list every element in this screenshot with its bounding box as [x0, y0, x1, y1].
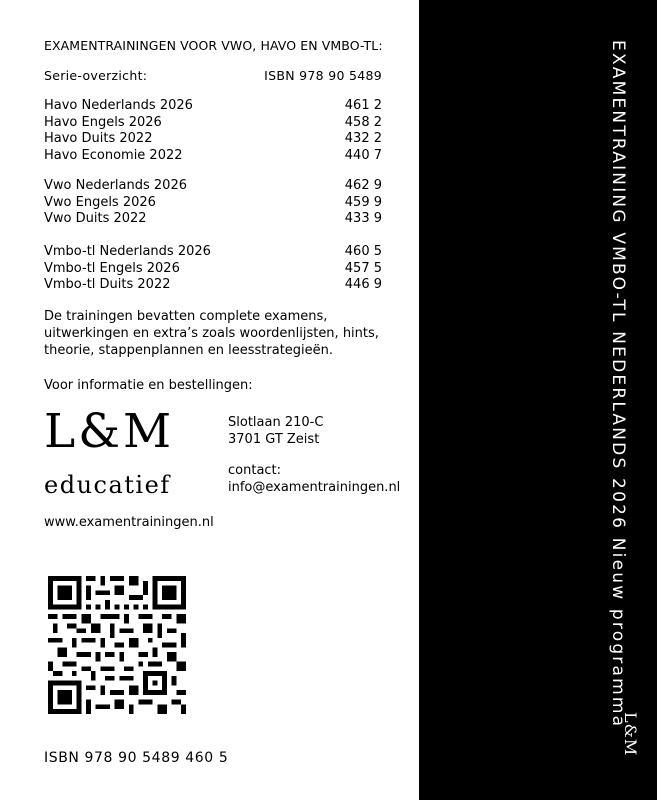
description-line: De trainingen bevatten complete examens, — [44, 309, 328, 324]
logo-lm: L&M — [44, 404, 175, 459]
book-title: Havo Duits 2022 — [44, 131, 153, 146]
isbn-code: 432 2 — [344, 131, 382, 146]
description — [44, 308, 384, 359]
series-overview-row — [44, 68, 382, 83]
vmbo-group — [44, 244, 382, 294]
isbn-code: 446 9 — [344, 277, 382, 292]
isbn-code: 458 2 — [344, 114, 382, 130]
contact-email[interactable]: info@examentrainingen.nl — [228, 480, 401, 495]
contact-label: contact: — [228, 463, 282, 478]
list-item — [44, 148, 382, 165]
isbn-code: 433 9 — [344, 211, 382, 226]
book-title: Vwo Duits 2022 — [44, 211, 147, 226]
book-title: Vmbo-tl Nederlands 2026 — [44, 244, 211, 259]
isbn-code: 462 9 — [344, 178, 382, 193]
address-street: Slotlaan 210-C — [228, 415, 324, 430]
spine-logo: L&M — [621, 712, 640, 757]
logo-educatief: educatief — [44, 471, 171, 499]
isbn-code: 459 9 — [344, 194, 382, 210]
vwo-group — [44, 178, 382, 228]
list-item — [44, 261, 382, 278]
list-item — [44, 178, 382, 195]
list-item — [44, 211, 382, 228]
series-heading: EXAMENTRAININGEN VOOR VWO, HAVO EN VMBO-TL: — [44, 38, 383, 53]
contact — [228, 462, 400, 496]
isbn-full: ISBN 978 90 5489 460 5 — [44, 750, 229, 766]
havo-group — [44, 98, 382, 164]
list-item — [44, 195, 382, 212]
isbn-code: 461 2 — [344, 98, 382, 113]
book-title: Havo Engels 2026 — [44, 114, 162, 130]
website-link[interactable]: www.examentrainingen.nl — [44, 515, 214, 530]
address-city: 3701 GT Zeist — [228, 432, 320, 447]
isbn-prefix: ISBN 978 90 5489 — [264, 68, 382, 83]
isbn-code: 460 5 — [344, 244, 382, 259]
book-title: Vwo Nederlands 2026 — [44, 178, 187, 193]
isbn-code: 440 7 — [344, 147, 382, 163]
list-item — [44, 131, 382, 148]
book-title: Havo Economie 2022 — [44, 147, 183, 163]
description-line: uitwerkingen en extra’s zoals woordenlijsten, hints, — [44, 326, 379, 341]
qr-code-icon — [48, 576, 186, 714]
list-item — [44, 115, 382, 132]
book-title: Vmbo-tl Duits 2022 — [44, 277, 171, 292]
book-title: Vwo Engels 2026 — [44, 194, 156, 210]
isbn-code: 457 5 — [344, 260, 382, 276]
list-item — [44, 277, 382, 294]
list-item — [44, 98, 382, 115]
book-title: Vmbo-tl Engels 2026 — [44, 260, 180, 276]
address — [228, 414, 323, 448]
list-item — [44, 244, 382, 261]
series-overview-label: Serie-overzicht: — [44, 68, 148, 83]
description-line: theorie, stappenplannen en leesstrategieën. — [44, 343, 334, 358]
spine-title: EXAMENTRAINING VMBO-TL NEDERLANDS 2026 Nieuw programma — [608, 40, 628, 729]
book-title: Havo Nederlands 2026 — [44, 98, 193, 113]
info-label: Voor informatie en bestellingen: — [44, 378, 253, 393]
